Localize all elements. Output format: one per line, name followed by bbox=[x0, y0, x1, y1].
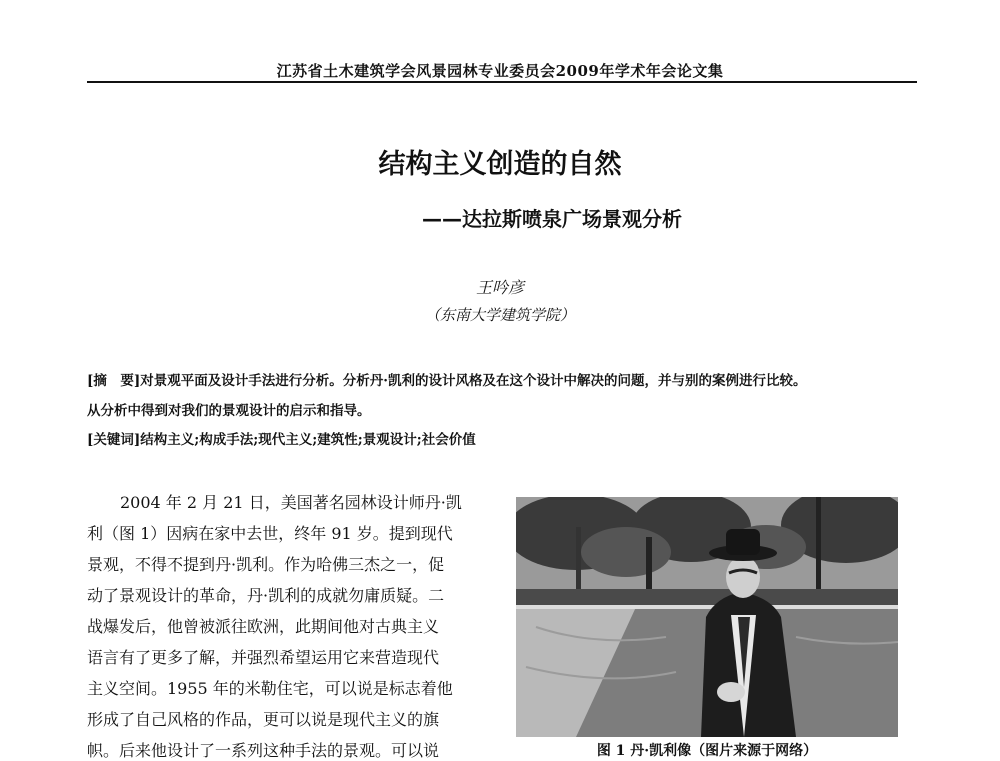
abstract-line: [摘 要]对景观平面及设计手法进行分析。分析丹·凯利的设计风格及在这个设计中解决的问题，并与别的案例进行比较。 bbox=[87, 373, 807, 389]
author-name: 王吟彦 bbox=[475, 278, 524, 297]
body-line: 主义空间。1955 年的米勒住宅，可以说是标志着他 bbox=[87, 679, 453, 698]
author-affiliation: （东南大学建筑学院） bbox=[424, 306, 575, 324]
abstract-line: 从分析中得到对我们的景观设计的启示和指导。 bbox=[87, 403, 371, 419]
body-line: 形成了自己风格的作品，更可以说是现代主义的旗 bbox=[87, 710, 440, 729]
body-line: 战爆发后，他曾被派往欧洲，此期间他对古典主义 bbox=[87, 617, 440, 636]
running-header: 江苏省土木建筑学会风景园林专业委员会2009年学术年会论文集 bbox=[276, 62, 724, 80]
header-rule bbox=[87, 81, 917, 83]
body-line: 动了景观设计的革命，丹·凯利的成就勿庸质疑。二 bbox=[87, 586, 445, 605]
figure-caption: 图 1 丹·凯利像（图片来源于网络） bbox=[596, 743, 818, 759]
paper-title: 结构主义创造的自然 bbox=[378, 149, 622, 180]
body-line: 利（图 1）因病在家中去世，终年 91 岁。提到现代 bbox=[87, 524, 453, 543]
body-line: 帜。后来他设计了一系列这种手法的景观。可以说 bbox=[87, 741, 440, 760]
body-line: 景观，不得不提到丹·凯利。作为哈佛三杰之一，促 bbox=[87, 555, 445, 574]
body-line: 语言有了更多了解，并强烈希望运用它来营造现代 bbox=[87, 648, 440, 667]
figure-photo bbox=[516, 497, 898, 737]
photo-illustration bbox=[516, 497, 898, 737]
paper-subtitle: ——达拉斯喷泉广场景观分析 bbox=[422, 207, 682, 231]
body-line: 2004 年 2 月 21 日，美国著名园林设计师丹·凯 bbox=[120, 493, 462, 512]
keywords: [关键词]结构主义;构成手法;现代主义;建筑性;景观设计;社会价值 bbox=[87, 432, 476, 448]
